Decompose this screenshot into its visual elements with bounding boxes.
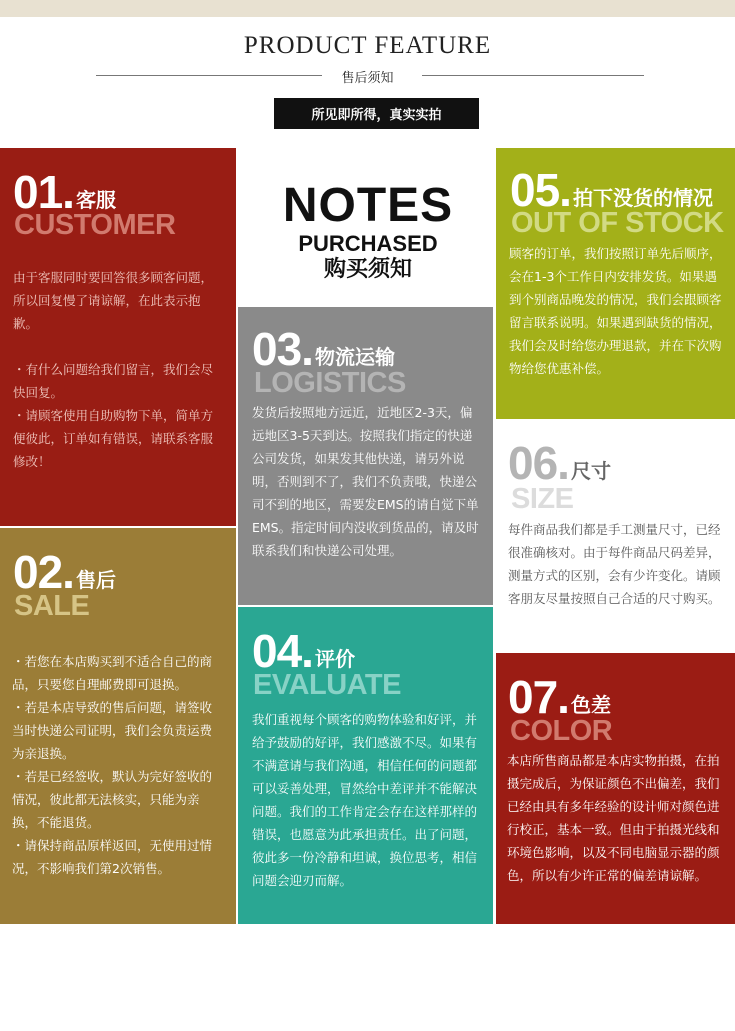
- section-number: 06.: [508, 437, 569, 489]
- panel-heading: [13, 166, 116, 218]
- panel-heading: [252, 625, 355, 677]
- page-title: PRODUCT FEATURE: [243, 32, 492, 59]
- panel-heading: [252, 323, 395, 375]
- panel-heading: [508, 437, 611, 489]
- section-title: 色差: [570, 693, 611, 717]
- tagline-banner: 所见即所得，真实实拍: [274, 98, 479, 129]
- section-english-title: EVALUATE: [253, 669, 401, 701]
- section-number: 05.: [510, 164, 571, 216]
- section-body: [13, 266, 223, 473]
- section-title: 客服: [75, 188, 116, 212]
- panel-customer: [0, 148, 236, 526]
- notes-chinese-title: 购买须知: [323, 257, 412, 282]
- section-english-title: LOGISTICS: [254, 367, 406, 399]
- top-band: [0, 0, 735, 17]
- section-body: [507, 749, 727, 887]
- page-subtitle: 售后须知: [341, 71, 394, 86]
- section-body: [508, 518, 726, 610]
- paragraph: ・有什么问题给我们留言，我们会尽快回复。: [13, 362, 214, 400]
- notes-word: NOTES: [282, 179, 454, 232]
- panel-heading: [510, 164, 713, 216]
- paragraph: ・若您在本店购买到不适合自己的商品，只要您自理邮费即可退换。: [12, 654, 213, 692]
- panel-evaluate: [238, 607, 493, 924]
- section-english-title: OUT OF STOCK: [511, 207, 724, 239]
- paragraph: ・若是本店导致的售后问题，请签收当时快递公司证明，我们会负责运费为亲退换。: [12, 700, 213, 761]
- panel-logistics: [238, 307, 493, 605]
- panel-out-of-stock: [496, 148, 735, 419]
- section-body: [252, 708, 484, 892]
- section-body: [509, 242, 723, 380]
- section-body: [12, 650, 224, 880]
- section-english-title: SALE: [14, 590, 90, 622]
- section-english-title: COLOR: [510, 715, 613, 747]
- panel-sale: [0, 528, 236, 924]
- paragraph: 发货后按照地方远近，近地区2-3天，偏远地区3-5天到达。按照我们指定的快递公司发货，如果发其他快递，请另外说明，否则到不了，我们不负责哦，快递公司不到的地区，需要发EMS的请自觉下单EMS。指定时间内没收到货品的，请及时联系我们和快递公司处理。: [252, 405, 479, 558]
- panel-heading: [508, 671, 611, 723]
- panel-size: [496, 421, 735, 651]
- paragraph: 本店所售商品都是本店实物拍摄，在拍摄完成后，为保证颜色不出偏差，我们已经由具有多年经验的设计师对颜色进行校正，基本一致。但由于拍摄光线和环境色影响，以及不同电脑显示器的颜色，所以有少许正常的偏差请谅解。: [507, 753, 720, 883]
- paragraph: 每件商品我们都是手工测量尺寸，已经很准确核对。由于每件商品尺码差异，测量方式的区别，会有少许变化。请顾客朋友尽量按照自己合适的尺寸购买。: [508, 522, 721, 606]
- paragraph: 我们重视每个顾客的购物体验和好评，并给予鼓励的好评，我们感激不尽。如果有不满意请与我们沟通，相信任何的问题都可以妥善处理，冒然给中差评并不能解决问题。我们的工作肯定会存在这样那样的错误，也愿意为此承担责任。出了问题，彼此多一份冷静和坦诚，换位思考，相信问题会迎刃而解。: [252, 712, 478, 888]
- section-number: 03.: [252, 323, 313, 375]
- paragraph: ・若是已经签收，默认为完好签收的情况，彼此都无法核实，只能为亲换，不能退货。: [12, 769, 213, 830]
- section-number: 02.: [13, 546, 74, 598]
- section-title: 评价: [314, 647, 355, 671]
- paragraph: 由于客服同时要回答很多顾客问题，所以回复慢了请谅解，在此表示抱歉。: [13, 270, 214, 331]
- panel-color: [496, 653, 735, 924]
- section-number: 04.: [252, 625, 313, 677]
- section-title: 尺寸: [570, 459, 611, 483]
- notes-logo: [238, 148, 494, 304]
- paragraph: ・请顾客使用自助购物下单，简单方便彼此，订单如有错误，请联系客服修改！: [13, 408, 214, 469]
- section-title: 拍下没货的情况: [572, 186, 713, 210]
- section-number: 01.: [13, 166, 74, 218]
- section-english-title: SIZE: [511, 483, 574, 515]
- section-english-title: CUSTOMER: [14, 209, 176, 241]
- section-number: 07.: [508, 671, 569, 723]
- section-body: [252, 401, 484, 562]
- panel-heading: [13, 546, 116, 598]
- section-title: 物流运输: [314, 345, 395, 369]
- purchased-word: PURCHASED: [298, 231, 438, 256]
- section-title: 售后: [75, 568, 116, 592]
- paragraph: ・请保持商品原样返回，无使用过情况，不影响我们第2次销售。: [12, 838, 213, 876]
- paragraph: 顾客的订单，我们按照订单先后顺序，会在1-3个工作日内安排发货。如果遇到个别商品晚发的情况，我们会跟顾客留言联系说明。如果遇到缺货的情况，我们会及时给您办理退款，并在下次购物给您优惠补偿。: [509, 246, 722, 376]
